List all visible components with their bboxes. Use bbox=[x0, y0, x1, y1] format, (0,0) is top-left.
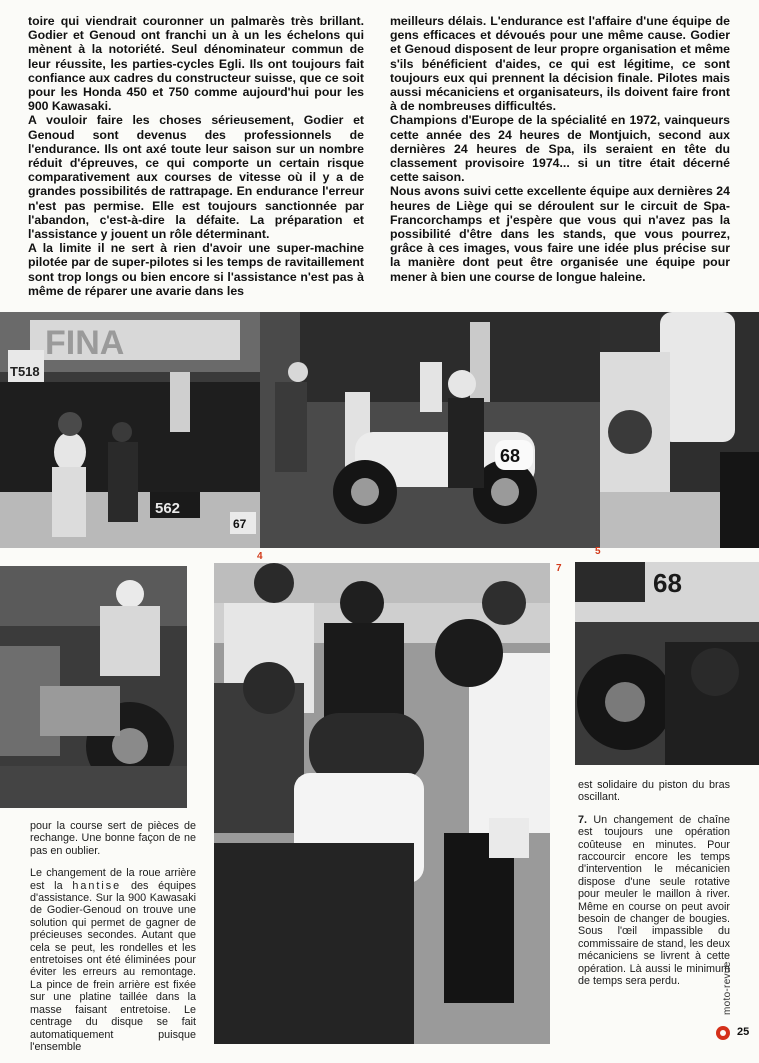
figure-number-7: 7 bbox=[556, 563, 562, 574]
bike-number: 68 bbox=[500, 446, 521, 466]
magazine-logo-icon bbox=[716, 1026, 730, 1040]
paragraph: Nous avons suivi cette excellente équipe aux dernières 24 heures de Liège qui se déroulent sur le circuit de Spa-Francorchamps et j'espère que vous qui n'avez pas la possibilité d'être dans les stands, que vous pourrez, grâce à ces images, vous faire une idée plus précise sur la manière dont peut être organisée une équipe pour mener à bien une course de longue haleine. bbox=[390, 184, 730, 284]
figure-number-4: 4 bbox=[257, 551, 263, 562]
caption-left-continuation: pour la course sert de pièces de rechange. Une bonne façon de ne pas en oublier. bbox=[30, 820, 196, 857]
photo-mechanics-center bbox=[214, 563, 550, 1044]
caption-text: des équipes d'assistance. Sur la 900 Kawasaki de Godier-Genoud on trouve une solution qui permet de gagner de précieuses secondes. Autant que cela se peut, les rondelles et les entretoises ont été éliminées pour éviter les erreurs au remontage. La pince de frein arrière est fixée sur une platine taillée dans la masse faisant entretoise. Le centrage du disque se fait automatiquement puisque l'ensemble bbox=[30, 879, 196, 1053]
page-number: 25 bbox=[737, 1026, 750, 1038]
caption-right-main bbox=[578, 814, 730, 988]
bike-number-right: 68 bbox=[653, 568, 682, 598]
caption-left-main bbox=[30, 867, 196, 1053]
article-column-1 bbox=[28, 14, 364, 298]
paragraph: meilleurs délais. L'endurance est l'affaire d'une équipe de gens efficaces et dévoués pour une même cause. Godier et Genoud disposent de leur propre organisation et même s'ils bénéficient d'aides, ce qui est légitime, ce sont toujours eux qui prennent la décision finale. Pilotes mais aussi mécaniciens et organisateurs, ils doivent faire front à de nombreuses difficultés. bbox=[390, 14, 730, 114]
caption-number: 7. bbox=[578, 813, 588, 826]
caption-right-continuation: est solidaire du piston du bras oscillant. bbox=[578, 779, 730, 804]
photo-mechanic-left bbox=[0, 566, 187, 808]
paragraph: toire qui viendrait couronner un palmarès très brillant. Godier et Genoud ont franchi un à un les échelons qui mènent à la notoriété. Seul dénominateur commun de leur réussite, les parties-cycles Egli. Ils ont toujours fait confiance aux cadres du constructeur suisse, que ce soit pour les Honda 450 et 750 comme aujourd'hui pour les 900 Kawasaki. bbox=[28, 14, 364, 114]
paragraph: A vouloir faire les choses sérieusement, Godier et Genoud sont devenus des professionnels de l'endurance. Ils ont axé toute leur saison sur un nombre réduit d'épreuves, ce qui comporte un certain risque comparativement aux courses de vitesse où il y a de grandes possibilités de rattrapage. En endurance l'erreur n'est pas permise. Elle est toujours sanctionnée par l'abandon, c'est-à-dire la défaite. La préparation et l'assistance y jouent un rôle déterminant. bbox=[28, 113, 364, 242]
photo-refuel bbox=[600, 312, 759, 548]
caption-right bbox=[578, 779, 730, 998]
fina-sign: FINA bbox=[45, 324, 125, 362]
caption-text: Le changement de la roue arrière est la bbox=[30, 867, 196, 892]
paragraph: A la limite il ne sert à rien d'avoir une super-machine pilotée par de super-pilotes si les temps de ravitaillement sont trop longs ou bien encore si l'assistance n'est pas à même de réparer une avarie dans les bbox=[28, 241, 364, 298]
photo-brake-detail bbox=[575, 562, 759, 765]
magazine-name: moto-revue bbox=[722, 961, 733, 1015]
caption-left bbox=[30, 820, 196, 1063]
pit-sign: T518 bbox=[10, 364, 40, 379]
article-column-2 bbox=[390, 14, 730, 284]
photo-pit-lane bbox=[0, 312, 600, 548]
caption-text: Un changement de chaîne est toujours une opération coûteuse en minutes. Pour raccourcir encore les temps d'intervention le mécanicien dispose d'une seule rotative pour meuler le maillon à river. Même en course on peut avoir besoin de changer de bougies. Sous l'œil impassible du commissaire de stand, les deux mécaniciens se livrent à cette opération. Là aussi le minimum de temps sera perdu. bbox=[578, 813, 730, 988]
board-number: 562 bbox=[155, 500, 181, 517]
paragraph: Champions d'Europe de la spécialité en 1972, vainqueurs cette année des 24 heures de Montjuich, second aux dernières 24 heures de Spa, ils seraient en tête du classement provisoire 1974... si un titre était décerné cette saison. bbox=[390, 113, 730, 185]
figure-number-5: 5 bbox=[595, 546, 601, 557]
board-number-2: 67 bbox=[233, 517, 247, 531]
caption-emphasis: hantise bbox=[72, 879, 122, 892]
